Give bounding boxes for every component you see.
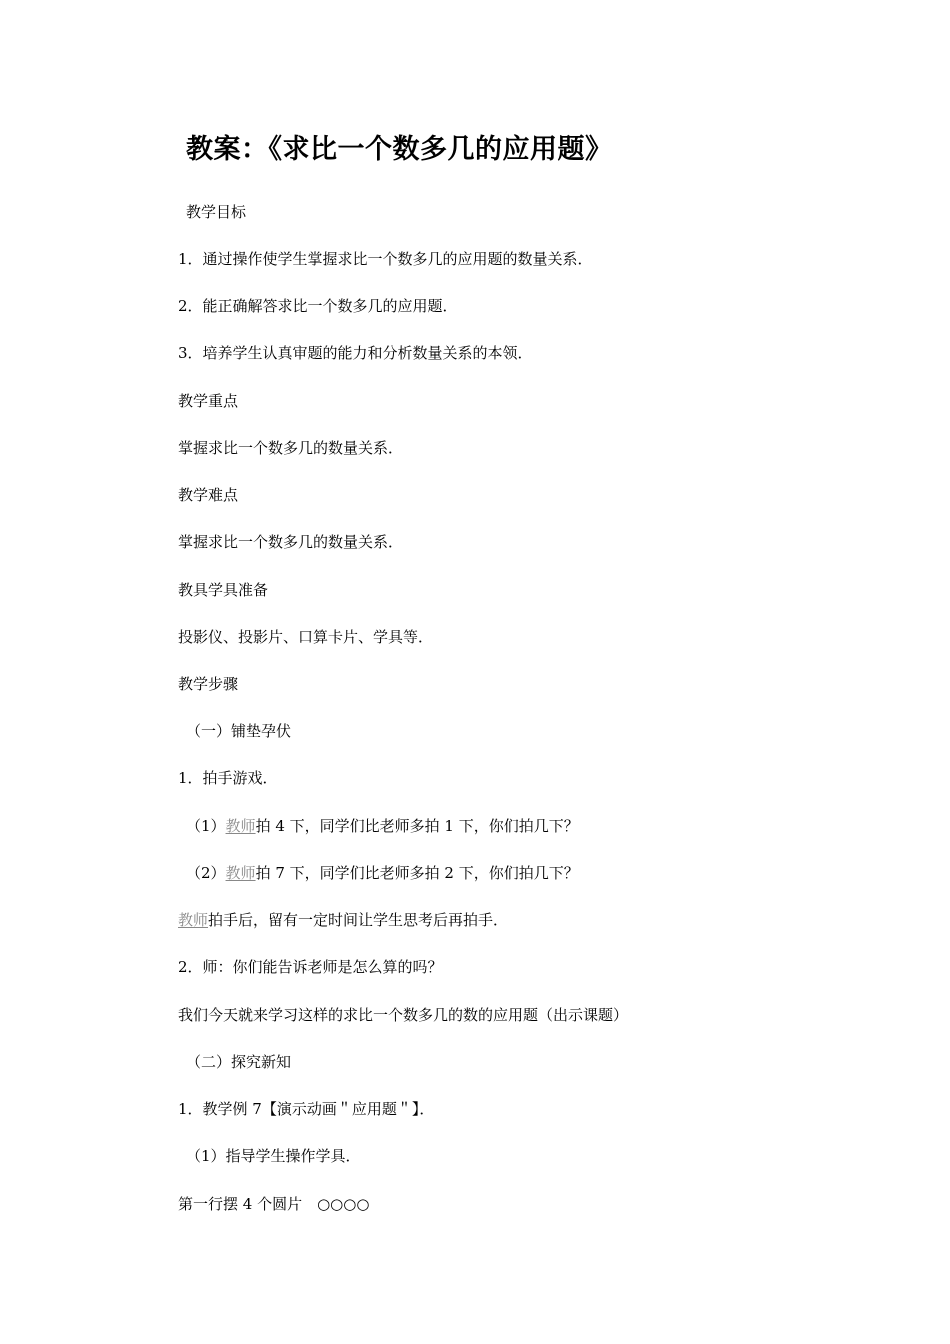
list-prefix: （2）: [186, 864, 226, 882]
teacher-link[interactable]: 教师: [178, 911, 209, 929]
goal-item-1: 1．通过操作使学生掌握求比一个数多几的应用题的数量关系．: [178, 250, 593, 268]
clap-note: [178, 908, 508, 932]
heading-materials: 教具学具准备: [178, 581, 269, 599]
teacher-link[interactable]: 教师: [225, 864, 256, 882]
goal-item-2: 2．能正确解答求比一个数多几的应用题．: [178, 297, 458, 315]
heading-teaching-goals: 教学目标: [186, 203, 247, 221]
materials-text: 投影仪、投影片、口算卡片、学具等．: [178, 628, 434, 646]
clap-question-text: 拍 4 下，同学们比老师多拍 1 下，你们拍几下？: [255, 817, 579, 835]
step-clap-game: 1．拍手游戏．: [178, 769, 278, 787]
teacher-question: 2．师：你们能告诉老师是怎么算的吗？: [178, 958, 443, 976]
section-1-heading: （一）铺垫孕伏: [186, 722, 292, 740]
section-2-heading: （二）探究新知: [186, 1053, 292, 1071]
heading-difficulties: 教学难点: [178, 486, 239, 504]
key-point-text: 掌握求比一个数多几的数量关系．: [178, 439, 404, 457]
teacher-link[interactable]: 教师: [225, 817, 256, 835]
first-row-circles: 第一行摆 4 个圆片 ○○○○: [178, 1195, 370, 1213]
list-prefix: （1）: [186, 817, 226, 835]
clap-question-text: 拍 7 下，同学们比老师多拍 2 下，你们拍几下？: [255, 864, 579, 882]
clap-question-2: [186, 861, 579, 885]
example-7-step: 1．教学例 7【演示动画＂应用题＂】．: [178, 1100, 435, 1118]
guide-operation-step: （1）指导学生操作学具．: [186, 1147, 361, 1165]
clap-question-1: [186, 814, 579, 838]
difficulty-text: 掌握求比一个数多几的数量关系．: [178, 533, 404, 551]
document-title: 教案：《求比一个数多几的应用题》: [186, 134, 613, 165]
heading-steps: 教学步骤: [178, 675, 239, 693]
lesson-intro: 我们今天就来学习这样的求比一个数多几的数的应用题（出示课题）: [178, 1006, 629, 1024]
clap-note-text: 拍手后，留有一定时间让学生思考后再拍手．: [208, 911, 509, 929]
heading-key-points: 教学重点: [178, 392, 239, 410]
goal-item-3: 3．培养学生认真审题的能力和分析数量关系的本领．: [178, 344, 533, 362]
